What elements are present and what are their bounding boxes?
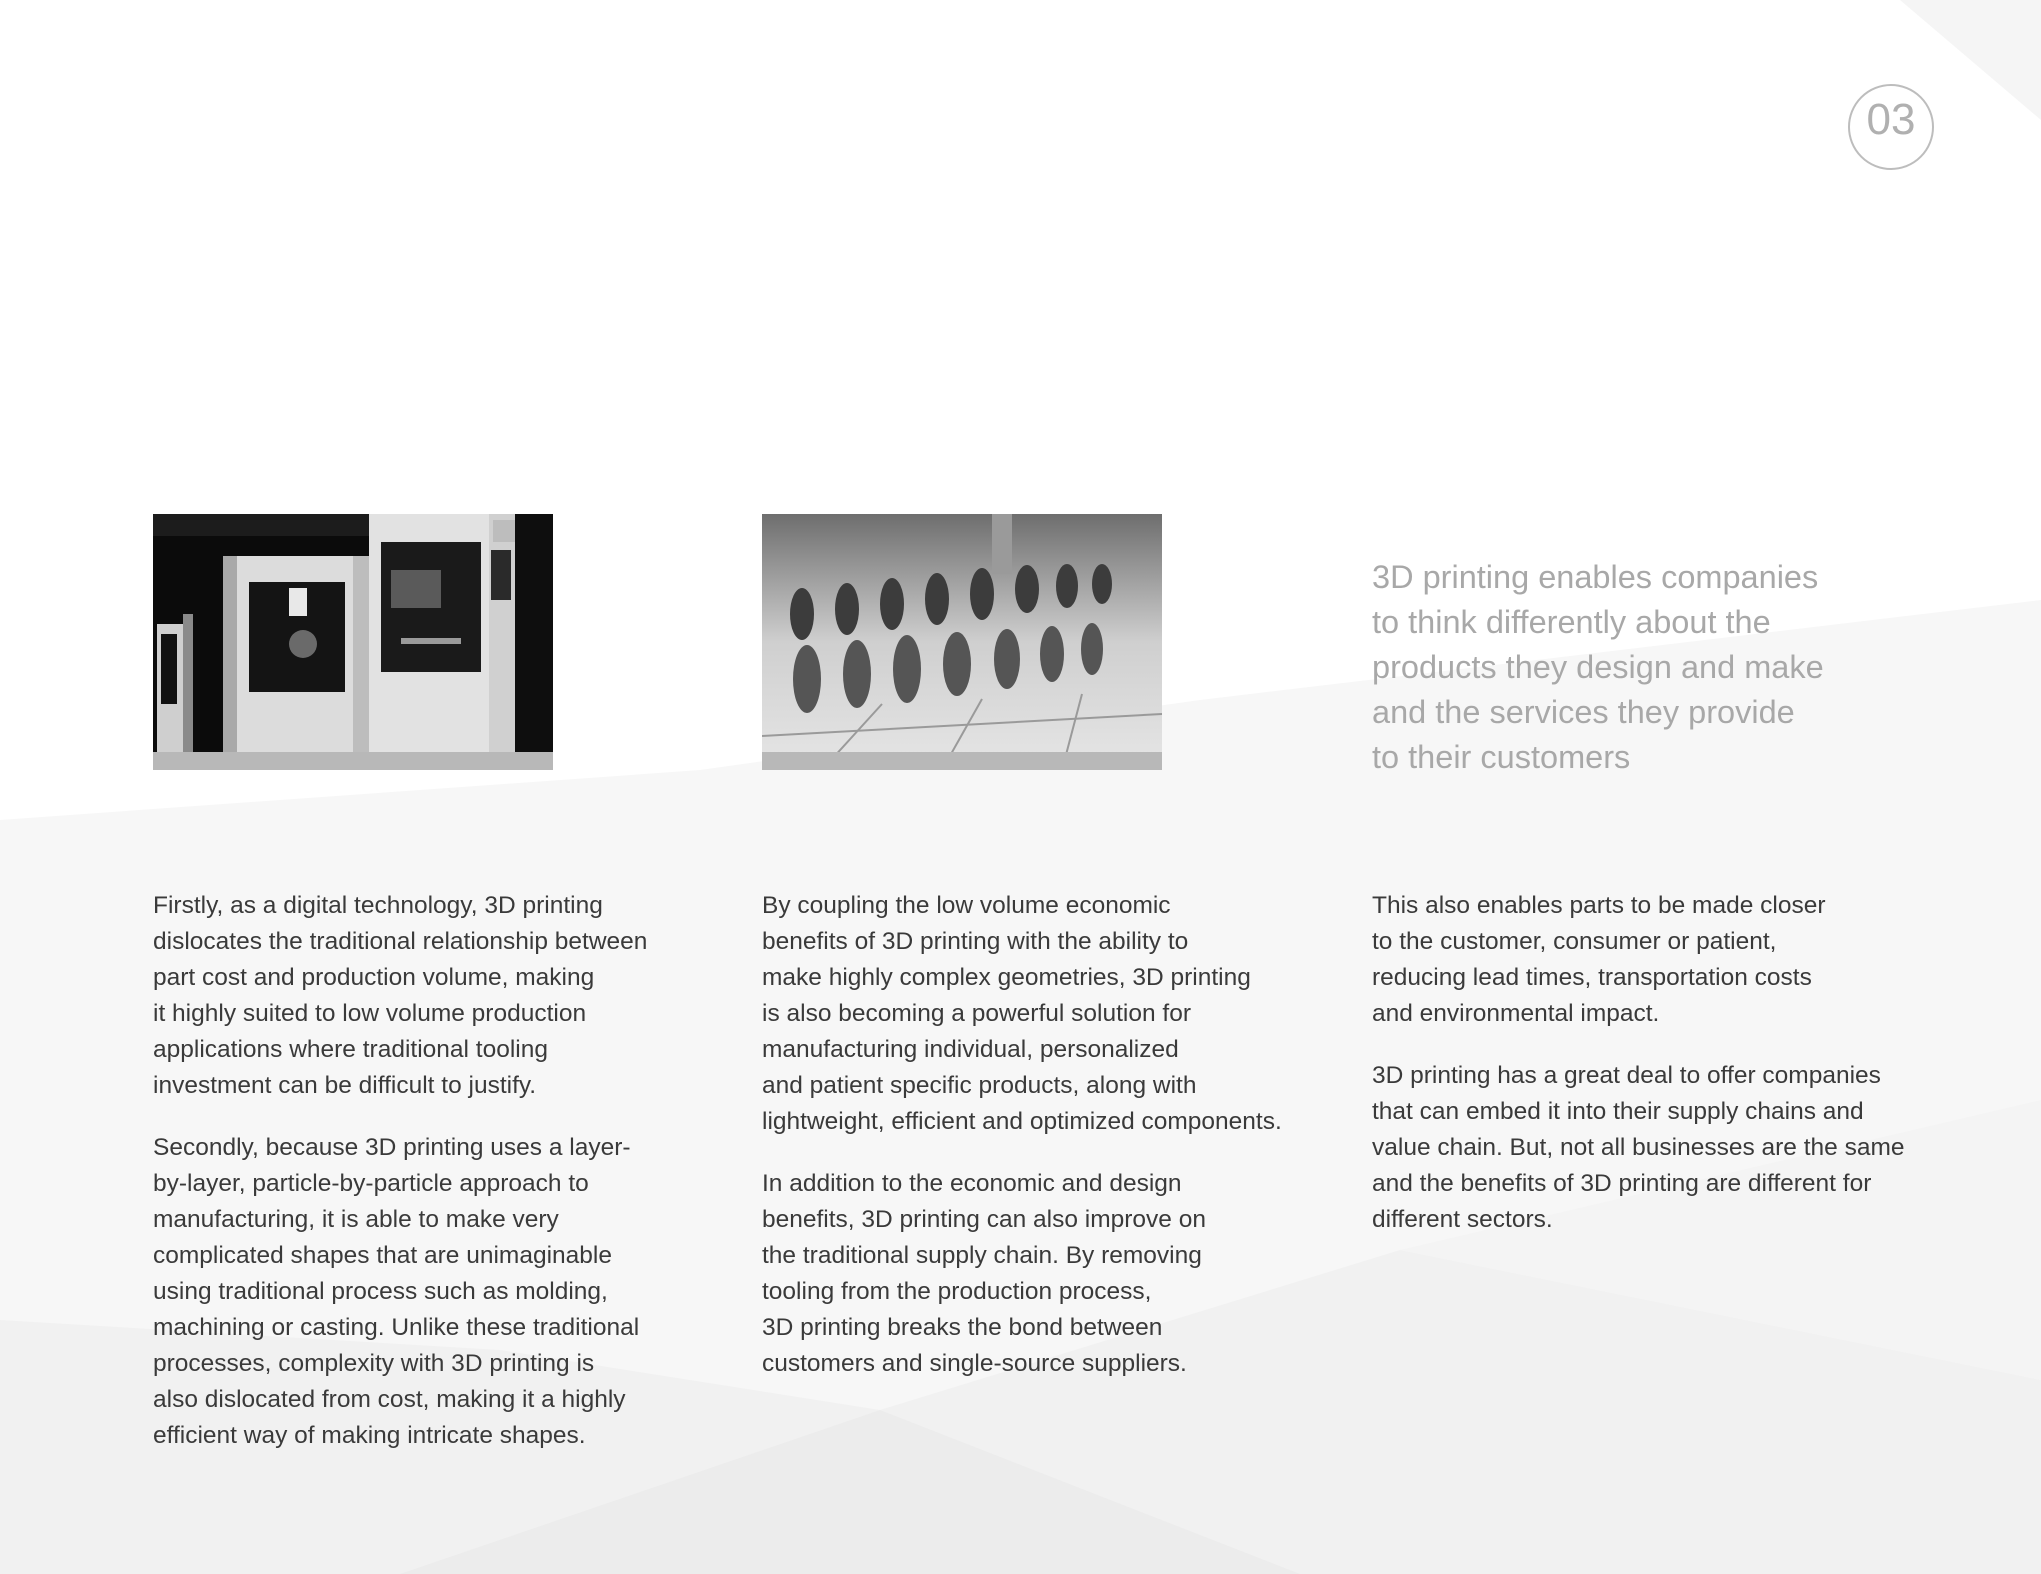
- text-line: make highly complex geometries, 3D printing: [762, 964, 1251, 991]
- text-line: is also becoming a powerful solution for: [762, 1000, 1191, 1027]
- text-column-2: [762, 888, 1342, 1408]
- text-column-3: [1372, 888, 1952, 1264]
- text-line: value chain. But, not all businesses are the same: [1372, 1134, 1905, 1161]
- body-paragraph: [1372, 1058, 1952, 1238]
- text-line: tooling from the production process,: [762, 1278, 1152, 1305]
- text-line: part cost and production volume, making: [153, 964, 595, 991]
- text-line: processes, complexity with 3D printing is: [153, 1350, 595, 1377]
- text-line: the traditional supply chain. By removing: [762, 1242, 1202, 1269]
- text-line: customers and single-source suppliers.: [762, 1350, 1187, 1377]
- text-line: machining or casting. Unlike these traditional: [153, 1314, 640, 1341]
- text-line: different sectors.: [1372, 1206, 1553, 1233]
- text-column-1: [153, 888, 733, 1480]
- text-line: manufacturing individual, personalized: [762, 1036, 1179, 1063]
- text-line: using traditional process such as molding,: [153, 1278, 608, 1305]
- body-paragraph: [1372, 888, 1952, 1032]
- pull-quote-line: to think differently about the: [1372, 604, 1771, 640]
- page-number-badge: 03: [1848, 84, 1934, 170]
- text-line: dislocates the traditional relationship between: [153, 928, 648, 955]
- body-paragraph: [153, 1130, 733, 1454]
- text-line: manufacturing, it is able to make very: [153, 1206, 559, 1233]
- pull-quote-line: and the services they provide: [1372, 694, 1795, 730]
- text-line: efficient way of making intricate shapes.: [153, 1422, 586, 1449]
- text-line: Firstly, as a digital technology, 3D printing: [153, 892, 603, 919]
- text-line: that can embed it into their supply chains and: [1372, 1098, 1864, 1125]
- text-line: benefits, 3D printing can also improve on: [762, 1206, 1206, 1233]
- text-line: and environmental impact.: [1372, 1000, 1660, 1027]
- text-line: applications where traditional tooling: [153, 1036, 548, 1063]
- industrial-3d-printers-photo: [153, 514, 553, 770]
- body-paragraph: [153, 888, 733, 1104]
- text-line: reducing lead times, transportation costs: [1372, 964, 1812, 991]
- text-line: also dislocated from cost, making it a highly: [153, 1386, 626, 1413]
- text-line: complicated shapes that are unimaginable: [153, 1242, 612, 1269]
- pull-quote: [1372, 555, 1892, 780]
- body-paragraph: [762, 1166, 1342, 1382]
- pull-quote-line: to their customers: [1372, 739, 1631, 775]
- text-line: and the benefits of 3D printing are different for: [1372, 1170, 1872, 1197]
- text-line: to the customer, consumer or patient,: [1372, 928, 1777, 955]
- text-line: In addition to the economic and design: [762, 1170, 1182, 1197]
- text-line: benefits of 3D printing with the ability to: [762, 928, 1189, 955]
- text-line: 3D printing has a great deal to offer companies: [1372, 1062, 1881, 1089]
- pull-quote-line: 3D printing enables companies: [1372, 559, 1819, 595]
- text-line: 3D printing breaks the bond between: [762, 1314, 1163, 1341]
- text-line: by-layer, particle-by-particle approach to: [153, 1170, 589, 1197]
- text-line: it highly suited to low volume production: [153, 1000, 587, 1027]
- printed-pliers-parts-photo: [762, 514, 1162, 770]
- text-line: By coupling the low volume economic: [762, 892, 1171, 919]
- pull-quote-line: products they design and make: [1372, 649, 1824, 685]
- text-line: and patient specific products, along with: [762, 1072, 1197, 1099]
- body-paragraph: [762, 888, 1342, 1140]
- text-line: Secondly, because 3D printing uses a layer-: [153, 1134, 631, 1161]
- text-line: This also enables parts to be made closer: [1372, 892, 1826, 919]
- text-line: lightweight, efficient and optimized components.: [762, 1108, 1282, 1135]
- text-line: investment can be difficult to justify.: [153, 1072, 537, 1099]
